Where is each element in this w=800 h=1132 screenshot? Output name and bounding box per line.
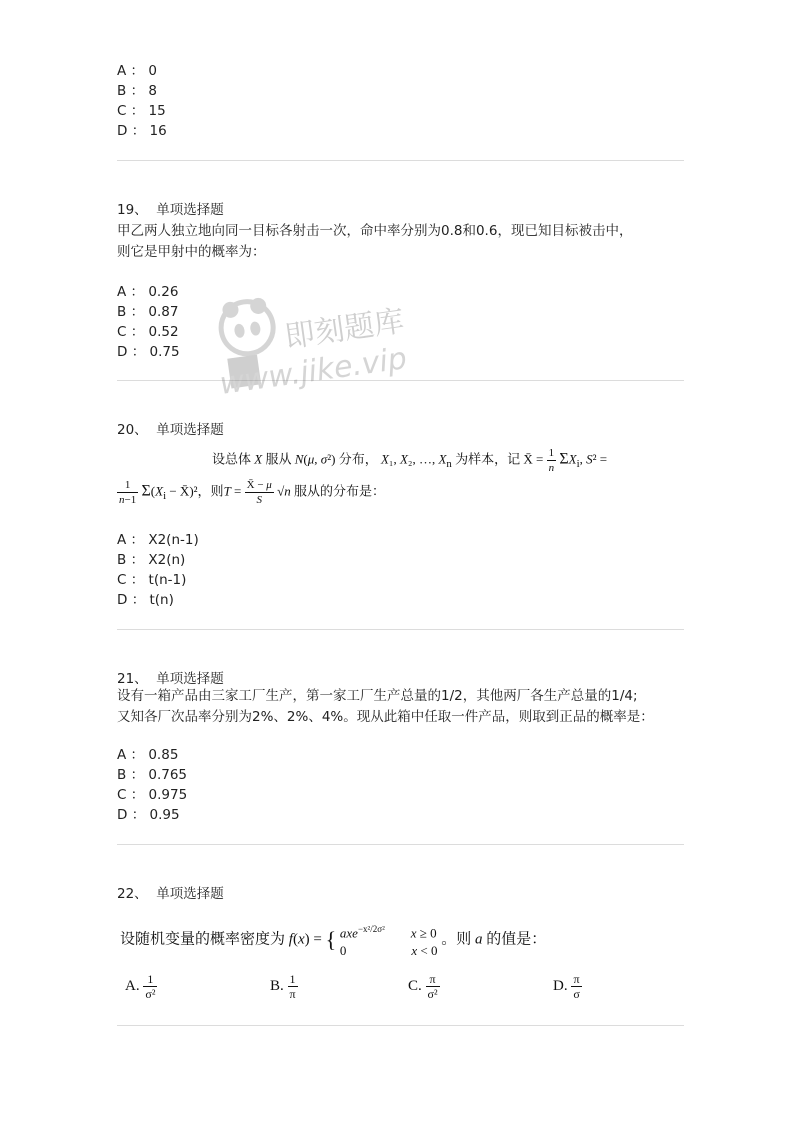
divider — [117, 629, 684, 630]
q21-option-a[interactable]: A ： 0.85 — [117, 747, 179, 763]
q19-stem-line2: 则它是甲射中的概率为： — [117, 244, 266, 260]
q22-header — [117, 882, 224, 902]
q18-option-d[interactable]: D ： 16 — [117, 123, 167, 139]
question-number: 20、 — [117, 422, 148, 438]
divider — [117, 1025, 684, 1026]
watermark-url: www.jike.vip — [217, 341, 409, 402]
q22-choice-b[interactable]: B. $\frac{1}{\pi}$ — [270, 972, 296, 1001]
question-number: 19、 — [117, 202, 148, 218]
q20-option-d[interactable]: D ： t(n) — [117, 592, 174, 608]
q21-stem — [117, 686, 697, 728]
q18-option-b[interactable]: B ： 8 — [117, 83, 157, 99]
question-type: 单项选择题 — [156, 422, 224, 438]
q18-option-c[interactable]: C ： 15 — [117, 103, 166, 119]
q20-formula-line2: $\frac{1}{n-1}$ $\Sigma(X_i$ − X̄)²，则T = $\frac{X̄ - \mu}{S}$ √n 服从的分布是： — [119, 479, 385, 506]
q22-choice-c[interactable]: C. $\frac{\pi}{\text{σ²}}$ — [408, 972, 438, 1001]
q19-option-a[interactable]: A ： 0.26 — [117, 284, 179, 300]
q20-option-a[interactable]: A ： X2(n-1) — [117, 532, 199, 548]
q21-option-b[interactable]: B ： 0.765 — [117, 767, 188, 783]
q20-option-b[interactable]: B ： X2(n) — [117, 552, 186, 568]
q19-option-d[interactable]: D ： 0.75 — [117, 344, 180, 360]
q20-header — [117, 418, 224, 438]
watermark — [214, 282, 429, 412]
q22-stem-text: 设随机变量的概率密度为 — [120, 931, 286, 948]
q22-stem: 设随机变量的概率密度为 f(x) = { axe$^{-x^2/2\sigma^2}$ x ≥ 0 0 x < 0 。则 a 的值是： — [120, 924, 547, 959]
q21-option-d[interactable]: D ： 0.95 — [117, 807, 180, 823]
divider — [117, 160, 684, 161]
q21-option-c[interactable]: C ： 0.975 — [117, 787, 188, 803]
q22-choice-d[interactable]: D. $\frac{\pi}{\sigma}$ — [553, 972, 580, 1001]
q19-header — [117, 198, 224, 218]
question-number: 21、 — [117, 671, 148, 687]
q19-stem — [117, 221, 697, 263]
watermark-brand: 即刻题库 — [282, 303, 407, 356]
question-type: 单项选择题 — [156, 886, 224, 902]
question-type: 单项选择题 — [156, 202, 224, 218]
question-number: 22、 — [117, 886, 148, 902]
q20-option-c[interactable]: C ： t(n-1) — [117, 572, 187, 588]
q21-stem-line2: 又知各厂次品率分别为2%、2%、4%。现从此箱中任取一件产品，则取到正品的概率是： — [117, 709, 654, 725]
q21-header — [117, 667, 224, 687]
q22-choice-a[interactable]: A. $\frac{1}{\text{σ²}}$ — [125, 972, 156, 1001]
q20-formula-line1: 设总体 X 服从 N(μ, σ²) 分布， X₁, X₂, …, $X_n$ 为样本，记 X̄ = $\frac{1}{n}$ $\Sigma X_i$, S² = — [212, 447, 608, 474]
q19-stem-line1: 甲乙两人独立地向同一目标各射击一次，命中率分别为0.8和0.6，现已知目标被击中， — [117, 223, 633, 239]
q21-stem-line1: 设有一箱产品由三家工厂生产，第一家工厂生产总量的1/2，其他两厂各生产总量的1/4; — [117, 688, 638, 704]
question-type: 单项选择题 — [156, 671, 224, 687]
divider — [117, 844, 684, 845]
q18-option-a[interactable]: A ： 0 — [117, 63, 157, 79]
q19-option-c[interactable]: C ： 0.52 — [117, 324, 179, 340]
q19-option-b[interactable]: B ： 0.87 — [117, 304, 179, 320]
